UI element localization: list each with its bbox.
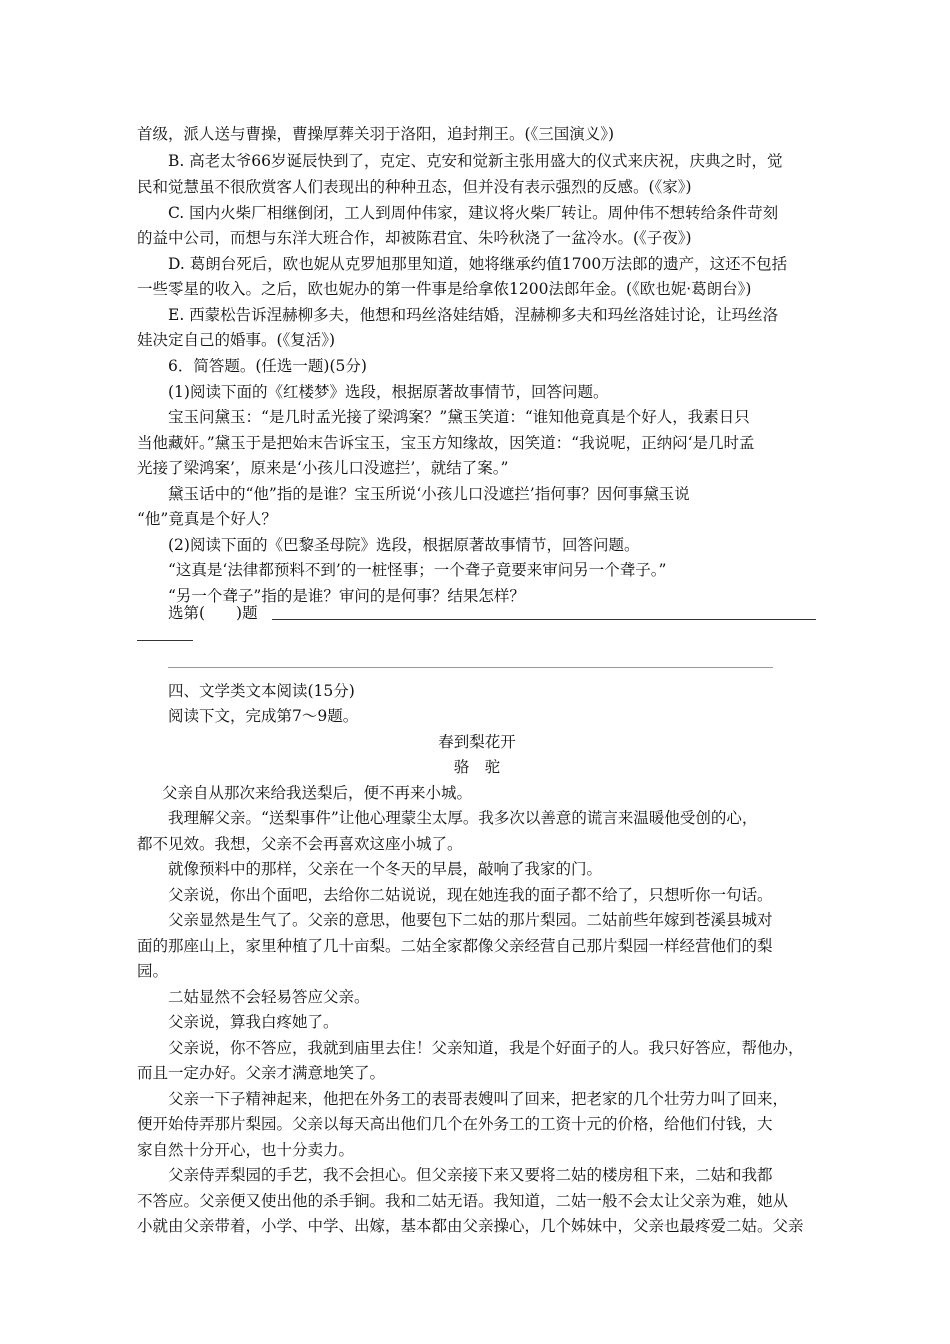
text-line: 首级，派人送与曹操，曹操厚葬关羽于洛阳，追封荆王。(《三国演义》)	[137, 125, 615, 143]
story-paragraph-line: 面的那座山上，家里种植了几十亩梨。二姑全家都像父亲经营自己那片梨园一样经营他们的梨	[137, 937, 773, 955]
question-6-heading: 6．简答题。(任选一题)(5分)	[168, 357, 367, 375]
question-6-2-prompt: (2)阅读下面的《巴黎圣母院》选段，根据原著故事情节，回答问题。	[168, 536, 640, 554]
story-paragraph-line: 就像预料中的那样，父亲在一个冬天的早晨，敲响了我家的门。	[168, 860, 603, 878]
option-b-line: B. 高老太爷66岁诞辰快到了，克定、克安和觉新主张用盛大的仪式来庆祝，庆典之时，觉	[168, 152, 783, 170]
story-paragraph-line: 二姑显然不会轻易答应父亲。	[168, 988, 370, 1006]
answer-choice-label: 选第( )题	[168, 604, 258, 622]
story-paragraph-line: 父亲显然是生气了。父亲的意思，他要包下二姑的那片梨园。二姑前些年嫁到苍溪县城对	[168, 911, 773, 929]
story-author: 骆 驼	[453, 758, 501, 776]
question-line: “他”竟真是个好人？	[137, 510, 277, 528]
excerpt-line: 当他藏奸。”黛玉于是把始末告诉宝玉，宝玉方知缘故，因笑道：“我说呢，正纳闷‘是几时孟	[137, 434, 755, 452]
section-4-heading: 四、文学类文本阅读(15分)	[168, 682, 355, 700]
story-paragraph-line: 小就由父亲带着，小学、中学、出嫁，基本都由父亲操心，几个姊妹中，父亲也最疼爱二姑。父亲	[137, 1217, 804, 1235]
story-paragraph-line: 不答应。父亲便又使出他的杀手锏。我和二姑无语。我知道，二姑一般不会太让父亲为难，她从	[137, 1192, 789, 1210]
section-4-instruction: 阅读下文，完成第7～9题。	[168, 707, 359, 725]
answer-blank-line-continued[interactable]	[137, 640, 193, 641]
question-line: “另一个聋子”指的是谁？审问的是何事？结果怎样？	[168, 587, 525, 605]
question-line: 黛玉话中的“他”指的是谁？宝玉所说‘小孩儿口没遮拦’指何事？因何事黛玉说	[168, 485, 690, 503]
story-paragraph-line: 园。	[137, 962, 169, 980]
story-paragraph-line: 我理解父亲。“送梨事件”让他心理蒙尘太厚。我多次以善意的谎言来温暖他受创的心，	[168, 809, 758, 827]
story-paragraph-line: 家自然十分开心，也十分卖力。	[137, 1141, 355, 1159]
option-d-line: D. 葛朗台死后，欧也妮从克罗旭那里知道，她将继承约值1700万法郎的遗产，这还不包括	[168, 255, 788, 273]
story-paragraph-line: 都不见效。我想，父亲不会再喜欢这座小城了。	[137, 835, 463, 853]
text-line: 民和觉慧虽不很欣赏客人们表现出的种种丑态，但并没有表示强烈的反感。(《家》)	[137, 178, 692, 196]
story-paragraph-line: 父亲说，你出个面吧，去给你二姑说说，现在她连我的面子都不给了，只想听你一句话。	[168, 886, 773, 904]
story-paragraph-line: 父亲一下子精神起来，他把在外务工的表哥表嫂叫了回来，把老家的几个壮劳力叫了回来，	[168, 1090, 789, 1108]
option-e-line: E. 西蒙松告诉涅赫柳多夫，他想和玛丝洛娃结婚，涅赫柳多夫和玛丝洛娃讨论，让玛丝洛	[168, 306, 779, 324]
story-paragraph-line: 而且一定办好。父亲才满意地笑了。	[137, 1064, 386, 1082]
option-c-line: C. 国内火柴厂相继倒闭，工人到周仲伟家，建议将火柴厂转让。周仲伟不想转给条件苛刻	[168, 204, 779, 222]
text-line: 一些零星的收入。之后，欧也妮办的第一件事是给拿侬1200法郎年金。(《欧也妮·葛朗台》)	[137, 280, 752, 298]
story-paragraph-line: 父亲自从那次来给我送梨后，便不再来小城。	[162, 784, 473, 802]
story-paragraph-line: 父亲说，算我白疼她了。	[168, 1013, 339, 1031]
answer-blank-line[interactable]	[272, 619, 816, 620]
text-line: 娃决定自己的婚事。(《复活》)	[137, 331, 336, 349]
story-title: 春到梨花开	[438, 733, 516, 751]
text-line: 的益中公司，而想与东洋大班合作，却被陈君宜、朱吟秋浇了一盆冷水。(《子夜》)	[137, 229, 692, 247]
excerpt-line: “这真是‘法律都预料不到’的一桩怪事；一个聋子竟要来审问另一个聋子。”	[168, 561, 667, 579]
story-paragraph-line: 父亲侍弄梨园的手艺，我不会担心。但父亲接下来又要将二姑的楼房租下来，二姑和我都	[168, 1166, 773, 1184]
story-paragraph-line: 便开始侍弄那片梨园。父亲以每天高出他们几个在外务工的工资十元的价格，给他们付钱，大	[137, 1115, 773, 1133]
excerpt-line: 宝玉问黛玉：“是几时孟光接了梁鸿案？”黛玉笑道：“谁知他竟真是个好人，我素日只	[168, 408, 750, 426]
excerpt-line: 光接了梁鸿案’，原来是‘小孩儿口没遮拦’，就结了案。”	[137, 459, 509, 477]
question-6-1-prompt: (1)阅读下面的《红楼梦》选段，根据原著故事情节，回答问题。	[168, 383, 609, 401]
section-divider	[168, 667, 773, 668]
story-paragraph-line: 父亲说，你不答应，我就到庙里去住！父亲知道，我是个好面子的人。我只好答应，帮他办，	[168, 1039, 804, 1057]
